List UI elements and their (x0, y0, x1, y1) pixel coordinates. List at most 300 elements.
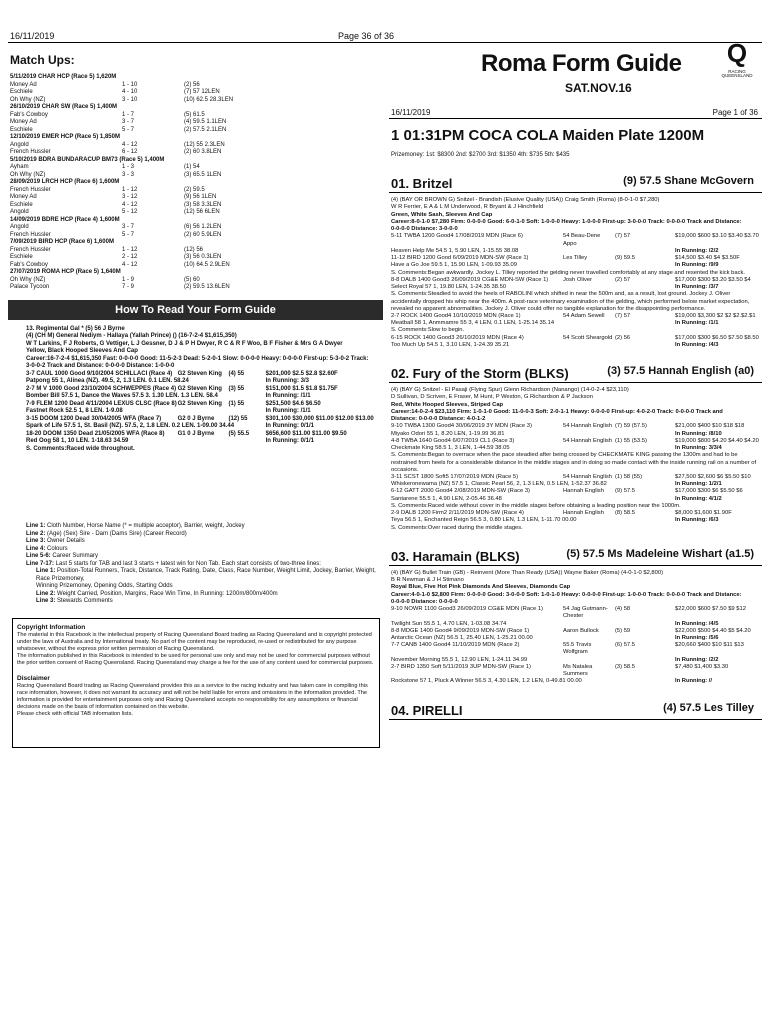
race-title: 1 01:31PM COCA COLA Maiden Plate 1200M (391, 127, 705, 144)
in-running: In Running: /2/2 (675, 247, 719, 254)
example-form-row (26, 446, 383, 454)
form-result-row (391, 621, 762, 628)
form-jockey: Hannah English (563, 510, 604, 517)
runner-name: French Hussler (10, 231, 51, 238)
runner-position: 7 - 9 (122, 284, 135, 290)
racing-queensland-logo (720, 37, 754, 77)
matchup-runner-row (10, 149, 383, 157)
sub-header-page: Page 1 of 36 (712, 108, 758, 117)
legend-line-label: Line 1: (26, 523, 46, 529)
horse-detail-line: B R Newman & J H Stimano (391, 577, 464, 584)
form-start-row (391, 423, 762, 430)
runner-result: (2) 59.5 (184, 186, 205, 193)
disclaimer-heading: Disclaimer (17, 674, 50, 682)
form-race: 8-8 DALB 1400 Good3 26/09/2019 CG&E MDN-SW (Race 1) (391, 276, 549, 283)
legend-subline-text: Position-Total Runners, Track, Distance, Track Rating, Date, Class, Race Number, Weight Limit, Jockey, Barrier, Weight, Race Prizemoney, (36, 568, 376, 582)
form-barrier-weight: (3) 58.5 (615, 663, 635, 670)
matchup-race-heading: 26/10/2019 CHAR SW (Race 5) 1,400M (10, 104, 118, 110)
example-form-row (26, 416, 383, 424)
runner-result: (10) 64.5 2.9LEN (184, 261, 230, 268)
form-result-row (391, 678, 762, 685)
horse-detail-line: 0-0-0-0 Distance: 3-0-0-0 (391, 226, 458, 233)
matchup-runner-row (10, 254, 383, 262)
header-date: 16/11/2019 (10, 31, 55, 41)
in-running: In Running: 4/1/2 (675, 495, 722, 502)
example-form-row (26, 438, 383, 446)
horse-detail-line: 0-0-0-0 Distance: 0-0-0-0 (391, 598, 458, 605)
example-form-cell: In Running: 0/1/1 (265, 423, 314, 429)
example-form-cell: G2 Steven King (177, 400, 222, 407)
example-form-cell: G2 Steven King (177, 385, 222, 392)
matchup-runner-row (10, 232, 383, 240)
legend-subline (36, 583, 383, 591)
example-form-row (26, 423, 383, 431)
match-ups-title: Match Ups: (10, 53, 75, 67)
form-prize-odds: $17,000 $300 $3.20 $3.50 $4 (675, 276, 751, 283)
form-prize-odds: $7,480 $1,400 $3.30 (675, 663, 729, 670)
form-result-text: Miyako Odori 55 1, 8.20 LEN, 1-19.99 36.81 (391, 430, 505, 437)
runner-position: 1 - 3 (122, 164, 135, 170)
matchup-runner-row (10, 247, 383, 255)
logo-text: RACING QUEENSLAND (721, 68, 753, 79)
disclaimer-text: Racing Queensland Board trading as Racing Queensland provides this as a service to the racing industry and has taken care in compiling this race information, however, it does not warrant its accuracy and will not be held liable for errors and omissions in the information provided. The information is provided for entertainment purposes only and Racing Queensland accepts no responsibility for any assumptions or financial decisions made on the basis of information contained on this website. (17, 682, 368, 710)
horse-detail-line: W R Ferrier, E A & L M Underwood, R Bryant & J Hinchfield (391, 204, 544, 211)
form-prize-odds: $27,500 $2,600 $6 $5.50 $10 (675, 473, 751, 480)
form-start-row (391, 255, 762, 262)
runner-position: 4 - 10 (122, 89, 138, 95)
form-barrier-weight: (2) 56 (615, 334, 631, 341)
form-result-row (391, 342, 762, 349)
runner-name: Angold (10, 224, 29, 230)
example-form-cell: 7-9 FLEM 1200 Dead 4/11/2004 LEXUS CLSC (Race 8) (26, 400, 177, 407)
example-form-cell: G2 0 J Byrne (177, 415, 215, 422)
steward-comment: S. Comments:Steadied to avoid the heels of RABOLINI which shifted in near the 500m and, as a result, lost ground. Jockey J. Oliver accidentally dropped his whip near the 400m. A post-race veterinary examination of the gelding, which performed below market expectation, revealed no apparent abnormalities. Jockey J. Oliver could offer no tangible explanation for the disappointing performance. (391, 291, 750, 312)
form-barrier-weight: (7) 59 (57.5) (615, 423, 647, 430)
runner-name: Fab's Cowboy (10, 261, 48, 268)
runner-name: Eschiele (10, 201, 33, 208)
horse-jockey: (9) 57.5 Shane McGovern (623, 175, 754, 188)
form-race: 8-8 MDGE 1400 Good4 9/09/2019 MDN-SW (Race 1) (391, 627, 530, 634)
example-form-cell: 3-15 DOOM 1200 Dead 30/04/2005 WFA (Race 7) (26, 415, 162, 422)
horse-detail-line: Career:8-0-1-0 $7,280 Firm: 0-0-0-0 Good: 6-0-1-0 Soft: 1-0-0-0 Heavy: 1-0-0-0 First-up: 3-0-0-0 Track: 0-0-0-0 Track and Distance: (391, 218, 742, 225)
matchup-race-heading: 12/10/2019 EMER HCP (Race 5) 1,850M (10, 134, 120, 140)
page-header (8, 29, 762, 43)
form-jockey: 54 Scott Sheargold (563, 334, 613, 341)
matchup-runner-row (10, 142, 383, 150)
form-prize-odds: $8,000 $1,600 $1.90F (675, 510, 732, 517)
legend-line-text: Last 5 starts for TAB and last 3 starts + latest win for Non Tab. Each start consists of two-three lines: (54, 560, 321, 567)
horse-name: 02. Fury of the Storm (BLKS) (391, 366, 569, 382)
form-result-row (391, 481, 762, 488)
runner-position: 3 - 12 (122, 194, 138, 200)
runner-position: 4 - 12 (122, 261, 138, 268)
form-barrier-weight: (8) 58.5 (615, 510, 635, 517)
matchup-race-heading: 5/11/2019 CHAR HCP (Race 5) 1,620M (10, 74, 117, 80)
horse-detail-line: D Sullivan, D Scriven, E Fraser, M Hunt, P Weston, G Richardson & P Jackson (391, 394, 594, 401)
form-jockey: 54 Hannah English (563, 423, 612, 430)
form-jockey: 54 Hannah English (563, 437, 612, 444)
form-result-row (391, 517, 762, 524)
horse-entry (389, 546, 762, 686)
horse-name: 03. Haramain (BLKS) (391, 548, 520, 564)
legend-line-label: Line 4: (26, 545, 46, 552)
runner-result: (12) 56 6LEN (184, 209, 220, 215)
matchup-runner-row (10, 194, 383, 202)
form-result-text: Teya 56.5 1, Enchanted Reign 56.5 3, 0.80 LEN, 1.3 LEN, 1-11.70 00.00 (391, 517, 577, 524)
form-barrier-weight: (4) 58 (615, 606, 631, 613)
runner-position: 3 - 10 (122, 96, 138, 103)
example-form-cell: Fastnet Rock 52.5 1, 8 LEN. 1-9.08 (26, 408, 123, 414)
form-result-text: Meatball 58 1, Anmmamre 55 3, 4 LEN, 0.1 LEN, 1-25.14 35.14 (391, 320, 555, 327)
example-form-cell: $656,600 $11.00 $11.00 $9.50 (265, 430, 347, 437)
runner-name: Money Ad (10, 194, 37, 200)
example-form-cell: (3) 55 (228, 385, 245, 392)
form-result-row (391, 284, 762, 291)
runner-result: (2) 60 3.8LEN (184, 149, 222, 155)
copyright-box (12, 618, 380, 748)
form-result-row (391, 445, 762, 452)
legend-subline-text: Stewards Comments (55, 598, 113, 604)
example-form-row (26, 431, 383, 439)
legend-subline-text: Winning Prizemoney, Opening Odds, Starting Odds (36, 583, 173, 589)
runner-name: Oh Why (NZ) (10, 276, 46, 283)
form-prize-odds: $22,000 $600 $7.50 $9 $12 (675, 606, 746, 613)
horse-entry (389, 700, 762, 720)
example-form-row (26, 401, 383, 409)
form-race: 11-12 BIRD 1200 Good 6/09/2019 MDN-SW (Race 1) (391, 255, 529, 262)
runner-name: Eschiele (10, 89, 33, 95)
example-line: Yellow, Black Hooped Sleeves And Cap (26, 348, 138, 354)
form-jockey: 54 Beau-Dene Appo (563, 233, 601, 247)
horse-detail-line: (4) (BAY G) Bullet Train (GB) - Reinvent (More Than Ready (USA)) Wayne Baker (Roma) (4-0-1-0 $2,800) (391, 569, 664, 576)
runner-result: (9) 56 1LEN (184, 194, 217, 200)
example-form-cell: 18-20 DOOM 1350 Dead 21/05/2005 WFA (Race 8) (26, 430, 165, 437)
runner-name: French Hussler (10, 149, 51, 155)
example-form-cell (266, 446, 383, 454)
matchup-runner-row (10, 97, 383, 105)
form-prize-odds: $17,000 $300 $6 $5.50 $6 (675, 488, 743, 495)
horse-entry (389, 363, 762, 532)
in-running: In Running: 1/2/1 (675, 481, 722, 488)
runner-name: Money Ad (10, 81, 37, 88)
form-barrier-weight: (7) 57 (615, 233, 631, 240)
matchup-runner-row (10, 82, 383, 90)
horse-detail-line: Red, White Hooped Sleeves, Striped Cap (391, 401, 504, 408)
legend-subline-text: Weight Carried, Position, Margins, Race Win Time, In Running: 1200m/800m/400m (55, 590, 278, 597)
in-running: In Running: /8/10 (675, 430, 722, 437)
horse-detail-line: Royal Blue, Five Hot Pink Diamonds And Sleeves, Diamonds Cap (391, 584, 571, 591)
form-barrier-weight: (1) 55 (53.5) (615, 437, 647, 444)
form-jockey: 54 Adam Sewell (563, 313, 605, 319)
legend-line (26, 538, 383, 546)
example-form-cell: (12) 55 (228, 415, 248, 422)
sub-header (389, 107, 762, 119)
right-column (389, 38, 762, 720)
form-prize-odds: $19,000 $800 $4.20 $4.40 $4.20 (675, 437, 759, 444)
form-race: 3-11 SCST 1800 Soft5 17/07/2019 MDN (Race 5) (391, 473, 519, 480)
runner-result: (3) 56 0.3LEN (184, 254, 222, 260)
form-race: 2-7 BIRD 1350 Soft 5/11/2019 3UP MDN-SW (Race 1) (391, 663, 531, 670)
form-result-row (391, 248, 762, 255)
in-running: In Running: /6/3 (675, 517, 719, 524)
runner-result: (1) 54 (184, 164, 200, 170)
runner-result: (2) 57.5 2.1LEN (184, 126, 227, 133)
horse-jockey: (4) 57.5 Les Tilley (663, 701, 754, 714)
in-running: In Running: /3/7 (675, 284, 719, 291)
logo-mark: Q (726, 38, 748, 68)
how-to-read-banner: How To Read Your Form Guide (8, 300, 383, 320)
legend-subline-label: Line 1: (36, 568, 56, 574)
form-start-row (391, 510, 762, 517)
example-form-cell: G1 0 J Byrne (177, 430, 215, 437)
horse-detail-line: Career:4-0-1-0 $2,800 Firm: 0-0-0-0 Good: 3-0-0-0 Soft: 1-0-1-0 Heavy: 0-0-0-0 First-up: 1-0-0-0 Track: 0-0-0-0 Track and Distance: (391, 591, 742, 598)
runner-name: Fab's Cowboy (10, 111, 48, 118)
horse-detail-line: Green, White Sash, Sleeves And Cap (391, 211, 493, 218)
example-form-cell: $301,100 $30,000 $11.00 $12.00 $13.00 (265, 415, 374, 422)
matchup-runner-row (10, 262, 383, 270)
matchup-runner-row (10, 127, 383, 135)
example-form-cell: Red Oog 58 1, 10 LEN. 1-18.63 34.59 (26, 438, 129, 444)
runner-result: (4) 59.5 1.1LEN (184, 119, 227, 125)
example-form-cell: In Running: /1/1 (265, 408, 311, 414)
matchup-race-heading: 27/07/2019 ROMA HCP (Race 5) 1,640M (10, 269, 121, 275)
copyright-heading: Copyright Information (17, 623, 86, 631)
legend-line-label: Line 2: (26, 530, 46, 537)
form-result-text: Twilight Sun 55.5 1, 4.70 LEN, 1-03.08 34.74 (391, 620, 507, 627)
form-prize-odds: $17,000 $300 $6.50 $7.50 $8.50 (675, 334, 759, 341)
runner-name: Oh Why (NZ) (10, 171, 46, 178)
form-race: 5-11 TWBA 1200 Good4 17/08/2019 MDN (Race 6) (391, 233, 523, 240)
in-running: In Running: /1/1 (675, 320, 719, 327)
horse-header (389, 173, 762, 193)
in-running: In Running: /4/5 (675, 620, 719, 627)
steward-comment: S. Comments:Slow to begin. (391, 327, 465, 334)
runner-result: (12) 56 (184, 246, 204, 253)
runner-result: (5) 61.5 (184, 111, 205, 118)
runner-position: 1 - 10 (122, 81, 138, 88)
legend-subline (36, 591, 383, 599)
legend-line-text: Colours (45, 545, 68, 552)
legend-subline (36, 568, 383, 583)
form-prize-odds: $19,000 $600 $3.10 $3.40 $3.70 (675, 233, 759, 240)
example-line: 3-0-0-2 Track and Distance: 0-0-0-0 Distance: 1-0-0-0 (26, 363, 175, 369)
runner-name: Angold (10, 209, 29, 215)
legend-line (26, 553, 383, 561)
matchup-runner-row (10, 172, 383, 180)
form-jockey: 54 Hannah English (563, 473, 612, 480)
example-form-cell: G2 Steven King (177, 370, 222, 377)
example-line: W T Larkins, F J Roberts, G Vettiger, L J Gessner, D J & P H Dwyer, R C & R F Woo, B F Fisher & Mrs G A Dwyer (26, 340, 343, 347)
matchup-runner-row (10, 224, 383, 232)
form-result-row (391, 635, 762, 642)
matchup-runner-row (10, 209, 383, 217)
form-race: 6-15 ROCK 1400 Good3 26/10/2019 MDN (Race 4) (391, 334, 524, 341)
form-result-row (391, 431, 762, 438)
example-form-cell: Bomber Bill 57.5 1, Dance the Waves 57.5 3. 1.30 LEN. 1.3 LEN. 58.4 (26, 393, 218, 399)
form-result-text: Santarene 55.5 1, 4.90 LEN, 2-05.46 36.48 (391, 495, 502, 502)
steward-comment: S. Comments:Began to overrace when the pace steadied after being crossed by CHECKMATE KING passing the 1300m and had to be restrained from heels for a considerable distance in the middle stages and in doing so made contact with the inside running rail on a number of occasions. (391, 452, 757, 473)
runner-position: 5 - 12 (122, 209, 138, 215)
form-start-row (391, 642, 762, 656)
example-line: Career:16-7-2-4 $1,615,350 Fast: 0-0-0-0 Good: 11-5-2-3 Dead: 5-2-0-1 Slow: 0-0-0-0 Heavy: 0-0-0-0 First-up: 5-3-0-2 Track: (26, 355, 369, 362)
runner-position: 3 - 7 (122, 224, 135, 230)
runner-name: Palace Tycoon (10, 284, 50, 290)
form-barrier-weight: (7) 57 (615, 313, 631, 319)
horse-name: 04. PIRELLI (391, 702, 463, 718)
example-form-row (26, 386, 383, 394)
form-start-row (391, 664, 762, 678)
matchup-runner-row (10, 187, 383, 195)
legend-line (26, 523, 383, 531)
runner-result: (2) 59.5 13.6LEN (184, 284, 230, 290)
form-result-row (391, 657, 762, 664)
runner-name: Eschiele (10, 126, 33, 133)
form-result-text: Rockstone 57 1, Pluck A Winner 56.5 3, 4.30 LEN, 1.2 LEN, 0-49.81 00.00 (391, 678, 582, 685)
runner-position: 5 - 7 (122, 126, 135, 133)
example-line: 13. Regimental Gal * (5) 56 J Byrne (26, 325, 125, 332)
form-result-text: Too Much Up 54.5 1, 3.10 LEN, 1-24.39 35.21 (391, 341, 510, 348)
runner-position: 3 - 7 (122, 119, 135, 125)
legend-line-label: Line 3: (26, 538, 46, 544)
runner-name: French Hussler (10, 246, 51, 253)
form-race: 4-8 TWBA 1640 Good4 6/07/2019 CL1 (Race 3) (391, 437, 515, 444)
runner-name: Oh Why (NZ) (10, 96, 46, 103)
matchup-runner-row (10, 277, 383, 285)
matchup-runner-row (10, 202, 383, 210)
form-result-row (391, 496, 762, 503)
form-barrier-weight: (1) 58 (55) (615, 473, 643, 480)
in-running: In Running: // (675, 678, 713, 685)
form-start-row (391, 233, 762, 247)
copyright-text-2: The information published in this Racebook is intended to be used for personal use only and may not be used for commercial purposes without the prior written consent of Racing Queensland. Racing Queensland may charge a fee for the use of any content used for commercial purposes. (17, 652, 374, 666)
horse-detail-line: (4) (BAY OR BROWN G) Snitzel - Brandish (Elusive Quality (USA)) Craig Smith (Roma) (8-0-1-0 $7,280) (391, 197, 660, 204)
legend-line-label: Line 7-17: (26, 560, 55, 567)
example-form-cell: $151,000 $1.5 $1.8 $1.75F (265, 385, 338, 392)
header-page-number: Page 36 of 36 (338, 31, 395, 41)
steward-comment: S. Comments:Raced wide without cover in the middle stages before obtaining a leading position near the 1000m. (391, 502, 681, 509)
form-result-text: Heaven Help Me 54.5 1, 5.90 LEN, 1-15.55 38.08 (391, 247, 519, 254)
form-race: 6-12 GATT 2000 Good4 2/08/2019 MDN-SW (Race 3) (391, 488, 530, 495)
runner-position: 1 - 12 (122, 186, 138, 193)
legend-line-label: Line 5-6: (26, 553, 51, 559)
example-form-row (26, 371, 383, 379)
form-jockey: Josh Oliver (563, 276, 592, 283)
runner-position: 1 - 7 (122, 111, 135, 118)
example-form-cell: S. Comments:Raced wide throughout. (26, 445, 135, 452)
horse-detail-line: (4) (BAY G) Snitzel - El Pasaji (Flying Spur) Glenn Richardson (Nanango) (14-0-2-4 $23,110) (391, 387, 629, 394)
form-result-text: Checkmate King 58.5 1, 3 LEN, 1-44.59 38.05 (391, 445, 510, 452)
example-form-cell: 2-7 M V 1000 Good 23/10/2004 SCHWEPPES (Race 4) (26, 385, 177, 392)
legend-line-text: (Age) (Sex) Sire - Dam (Dams Sire) (Career Record) (45, 530, 187, 537)
form-jockey: Les Tilley (563, 255, 588, 262)
runner-position: 1 - 12 (122, 246, 138, 253)
runner-result: (10) 62.5 28.3LEN (184, 96, 234, 103)
matchup-race-heading: 7/09/2019 BIRD HCP (Race 6) 1,600M (10, 239, 114, 245)
matchup-race-heading: 14/09/2019 BDRE HCP (Race 4) 1,600M (10, 216, 120, 223)
example-form-cell: (4) 55 (228, 370, 245, 377)
legend-line-text: Career Summary (50, 553, 99, 559)
prizemoney: Prizemoney: 1st: $8300 2nd: $2700 3rd: $1350 4th: $735 5th: $435 (391, 151, 570, 158)
form-prize-odds: $22,000 $500 $4.40 $5 $4.20 (675, 627, 751, 634)
sub-header-date: 16/11/2019 (391, 108, 431, 117)
form-start-row (391, 335, 762, 342)
form-start-row (391, 628, 762, 635)
runner-result: (3) 65.5 1LEN (184, 171, 222, 178)
match-ups-list (8, 74, 383, 292)
form-jockey: Ms Natalea Summers (563, 663, 593, 678)
disclaimer-tail: Please check with official TAB information lists. (17, 710, 133, 717)
form-result-text: Whiskeronewama (NZ) 57.5 1, Classic Pearl 56, 2, 1.3 LEN, 0.5 LEN, 1-52.37 36.82 (391, 481, 607, 488)
matchup-runner-row (10, 112, 383, 120)
form-race: 9-10 TWBA 1300 Good4 30/06/2019 3Y MDN (Race 3) (391, 423, 532, 430)
matchup-runner-row (10, 284, 383, 292)
form-race: 2-9 DALB 1200 Firm2 2/11/2019 MDN-SW (Race 4) (391, 510, 524, 517)
brand-title: Roma Form Guide (481, 50, 682, 77)
matchup-race-heading: 5/10/2019 BDRA BUNDARACUP BM73 (Race 5) 1,400M (10, 156, 165, 163)
matchup-runner-row (10, 164, 383, 172)
example-form-row (26, 378, 383, 386)
form-result-text: Have a Go Joe 59.5 1, 15.90 LEN, 1-09.93 35.09 (391, 262, 518, 269)
form-start-row (391, 313, 762, 320)
horse-jockey: (3) 57.5 Hannah English (a0) (607, 365, 754, 378)
copyright-text: The material in this Racebook is the intellectual property of Racing Queensland Board trading as Racing Queensland and is copyright protected under the laws of Australia and by International treaty. No part of the content may be reproduced, re-used or redistributed for any purpose whatsoever, without the express prior written permission of Racing Queensland. (17, 631, 372, 652)
runner-result: (2) 60 5.9LEN (184, 231, 222, 238)
form-race: 2-7 ROCK 1400 Good4 10/10/2019 MDN (Race 1) (391, 313, 521, 319)
example-line: (4) (CH M) General Nediym - Hallaya (Yallah Prince) () (16-7-2-4 $1,615,350) (26, 333, 237, 339)
example-form-row (26, 408, 383, 416)
form-result-text: November Morning 55.5 1, 12.90 LEN, 1-24.11 34.99 (391, 656, 528, 663)
form-jockey: Aaron Bullock (563, 627, 599, 634)
form-barrier-weight: (2) 57 (615, 276, 631, 283)
form-prize-odds: $20,660 $400 $10 $11 $13 (675, 642, 744, 649)
meeting-date: SAT.NOV.16 (565, 81, 632, 95)
matchup-runner-row (10, 89, 383, 97)
form-barrier-weight: (5) 59 (615, 627, 631, 634)
form-result-text: Select Royal 57 1, 19.80 LEN, 1-24.35 38.50 (391, 284, 507, 291)
steward-comment: S. Comments:Over raced during the middle stages. (391, 524, 523, 531)
runner-name: Money Ad (10, 119, 37, 125)
form-race: 9-10 NOWR 1100 Good3 26/09/2019 CG&E MDN (Race 1) (391, 606, 543, 613)
legend-line (26, 561, 383, 569)
steward-comment: S. Comments:Began awkwardly. Jockey L. Tilley reported the gelding never travelled comfortably at any stage and resented the kick back. (391, 269, 746, 276)
runner-name: French Hussler (10, 186, 51, 193)
in-running: In Running: /9/9 (675, 262, 719, 269)
form-result-row (391, 262, 762, 269)
legend-line-text: Cloth Number, Horse Name (* = multiple acceptor), Barrier, weight, Jockey (45, 523, 245, 529)
left-column (8, 49, 383, 748)
horse-entry (389, 173, 762, 349)
form-race: 7-7 CANB 1400 Good4 11/10/2019 MDN (Race 2) (391, 642, 520, 649)
form-guide-example (26, 326, 383, 454)
runner-position: 5 - 7 (122, 231, 135, 238)
example-form-cell: In Running: /1/1 (265, 393, 311, 399)
runner-result: (5) 60 (184, 276, 200, 283)
runner-position: 4 - 12 (122, 201, 138, 208)
runner-result: (6) 56 1.2LEN (184, 224, 222, 230)
legend-subline-label: Line 2: (36, 590, 56, 597)
form-start-row (391, 488, 762, 495)
horse-details (391, 197, 762, 349)
horse-header (389, 700, 762, 720)
example-form-row (26, 393, 383, 401)
form-barrier-weight: (6) 57.5 (615, 642, 635, 649)
form-guide-legend (26, 523, 383, 606)
form-prize-odds: $14,500 $3.40 $4 $3.50F (675, 255, 740, 262)
runner-result: (7) 57 12LEN (184, 89, 220, 95)
runner-result: (3) 58 3.3LEN (184, 201, 222, 208)
example-form-cell: (1) 55 (228, 400, 245, 407)
runner-position: 2 - 12 (122, 254, 138, 260)
